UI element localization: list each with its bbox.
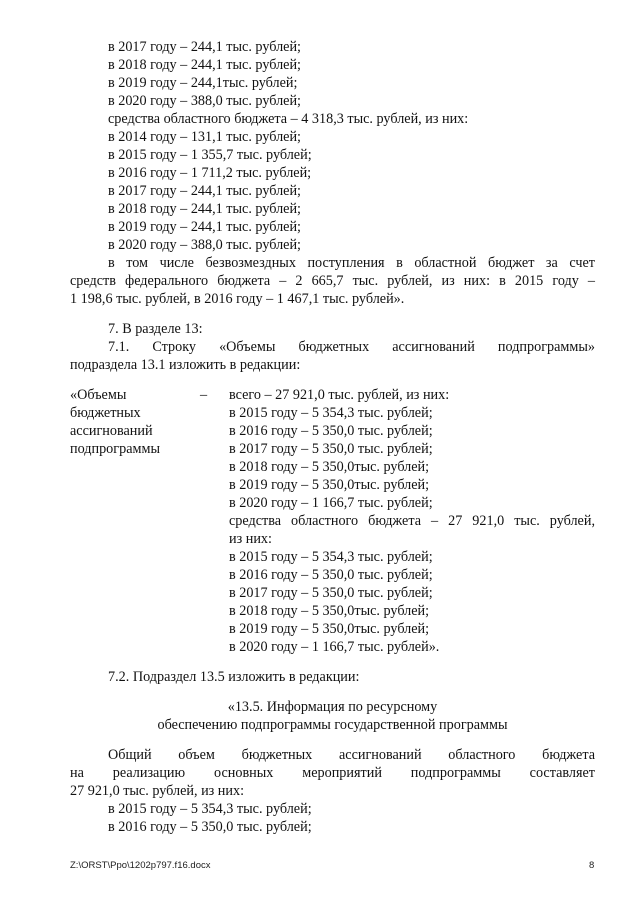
federal-funds-line: 1 198,6 тыс. рублей, в 2016 году – 1 467,1 тыс. рублей». [70,291,405,307]
subsection-paragraph: 27 921,0 тыс. рублей, из них: [70,783,245,799]
federal-funds-line: в том числе безвозмездных поступления в областной бюджет за счет [108,255,595,271]
amount-line: в 2018 году – 244,1 тыс. рублей; [108,57,301,73]
page-number: 8 [589,860,595,871]
table-left-label: бюджетных [70,405,141,421]
federal-funds-line: средств федерального бюджета – 2 665,7 тыс. рублей, из них: в 2015 году – [70,273,595,289]
amount-line: в 2016 году – 1 711,2 тыс. рублей; [108,165,312,181]
subsection-paragraph: Общий объем бюджетных ассигнований областного бюджета [108,747,595,763]
amount-line: в 2018 году – 244,1 тыс. рублей; [108,201,301,217]
table-right-line: в 2017 году – 5 350,0 тыс. рублей; [229,441,433,457]
table-right-line: в 2020 году – 1 166,7 тыс. рублей; [229,495,433,511]
table-right-line: в 2017 году – 5 350,0 тыс. рублей; [229,585,433,601]
table-right-line: в 2015 году – 5 354,3 тыс. рублей; [229,549,433,565]
amount-line: в 2020 году – 388,0 тыс. рублей; [108,93,301,109]
table-right-line: в 2019 году – 5 350,0тыс. рублей; [229,477,430,493]
amount-line: в 2014 году – 131,1 тыс. рублей; [108,129,301,145]
table-regional-line: средства областного бюджета – 27 921,0 тыс. рублей, [229,513,595,529]
table-right-line: в 2019 году – 5 350,0тыс. рублей; [229,621,430,637]
amount-line: в 2019 году – 244,1 тыс. рублей; [108,219,301,235]
amount-line: в 2019 году – 244,1тыс. рублей; [108,75,298,91]
subsection-title: «13.5. Информация по ресурсному [227,699,438,715]
table-right-line: в 2016 году – 5 350,0 тыс. рублей; [229,423,433,439]
table-left-label: ассигнований [70,423,153,439]
amount-line: в 2017 году – 244,1 тыс. рублей; [108,39,301,55]
table-left-label: «Объемы [70,387,127,403]
table-right-line: в 2020 году – 1 166,7 тыс. рублей». [229,639,440,655]
amount-line: в 2020 году – 388,0 тыс. рублей; [108,237,301,253]
item-7-1-text: 7.1. Строку «Объемы бюджетных ассигнований подпрограммы» [108,339,595,355]
footer-file-path: Z:\ORST\Ppo\1202p797.f16.docx [70,860,211,871]
table-left-label: подпрограммы [70,441,160,457]
item-7-1-text: подраздела 13.1 изложить в редакции: [70,357,301,373]
table-right-line: в 2015 году – 5 354,3 тыс. рублей; [229,405,433,421]
table-right-line: в 2018 году – 5 350,0тыс. рублей; [229,603,430,619]
subsection-title: обеспечению подпрограммы государственной программы [157,717,508,733]
subsection-paragraph: на реализацию основных мероприятий подпрограммы составляет [70,765,595,781]
section-heading: 7. В разделе 13: [108,321,203,337]
amount-line: в 2017 году – 244,1 тыс. рублей; [108,183,301,199]
table-right-line: всего – 27 921,0 тыс. рублей, из них: [229,387,450,403]
regional-budget-line: средства областного бюджета – 4 318,3 тыс. рублей, из них: [108,111,469,127]
table-regional-line: из них: [229,531,272,547]
amount-line: в 2016 году – 5 350,0 тыс. рублей; [108,819,312,835]
item-7-2-text: 7.2. Подраздел 13.5 изложить в редакции: [108,669,360,685]
table-dash: – [200,387,208,403]
table-right-line: в 2018 году – 5 350,0тыс. рублей; [229,459,430,475]
table-right-line: в 2016 году – 5 350,0 тыс. рублей; [229,567,433,583]
amount-line: в 2015 году – 1 355,7 тыс. рублей; [108,147,312,163]
amount-line: в 2015 году – 5 354,3 тыс. рублей; [108,801,312,817]
